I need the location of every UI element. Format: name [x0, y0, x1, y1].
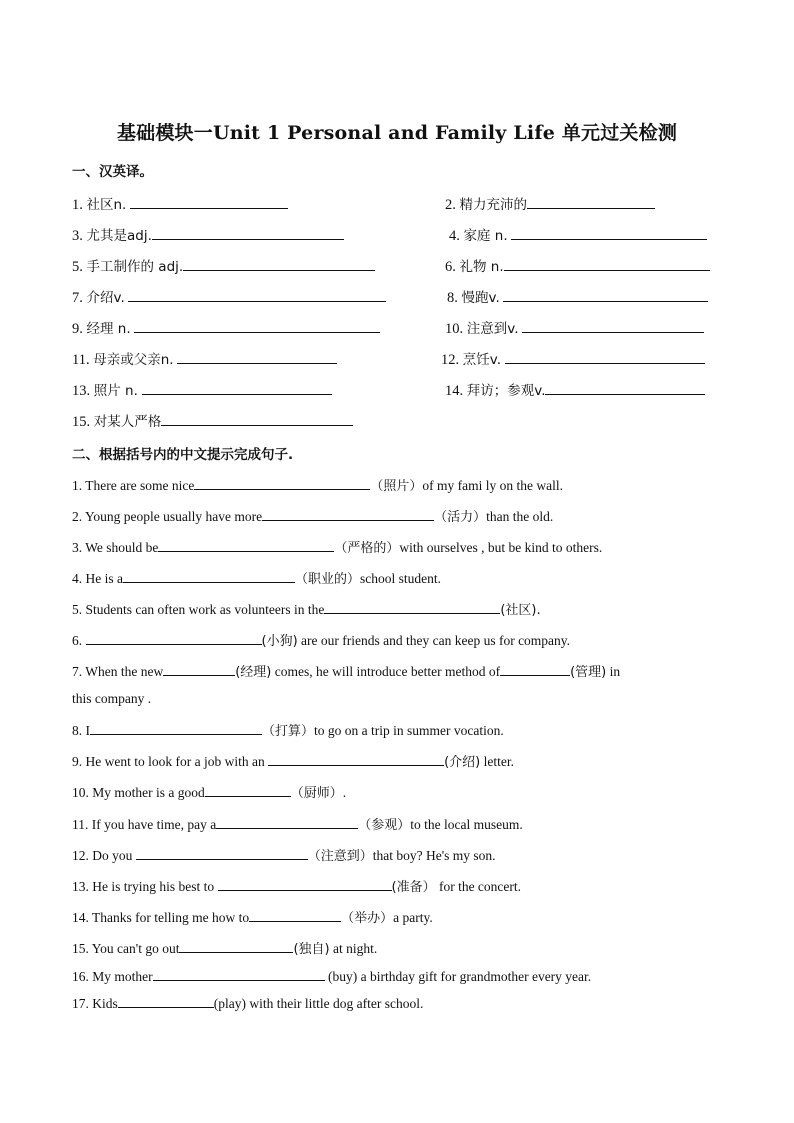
answer-blank[interactable]	[86, 632, 262, 645]
page-title: 基础模块一Unit 1 Personal and Family Life 单元过关检测	[116, 122, 678, 144]
sentence-item: 13. He is trying his best to (准备） for the concert.	[72, 879, 522, 895]
answer-blank[interactable]	[511, 227, 707, 240]
answer-blank[interactable]	[90, 722, 262, 735]
answer-blank[interactable]	[123, 570, 295, 583]
answer-blank[interactable]	[177, 351, 337, 364]
answer-blank[interactable]	[503, 289, 708, 302]
vocab-item: 12. 烹饪v.	[441, 348, 705, 369]
answer-blank[interactable]	[152, 227, 344, 240]
answer-blank[interactable]	[527, 196, 655, 209]
answer-blank[interactable]	[504, 258, 710, 271]
answer-blank[interactable]	[500, 663, 570, 676]
answer-blank[interactable]	[130, 196, 288, 209]
sentence-item: 1. There are some nice （照片）of my fami ly on the wall.	[72, 478, 563, 494]
answer-blank[interactable]	[183, 258, 375, 271]
answer-blank[interactable]	[216, 816, 358, 829]
vocab-item: 8. 慢跑v.	[447, 286, 708, 307]
sentence-item: 4. He is a （职业的）school student.	[72, 571, 442, 587]
answer-blank[interactable]	[158, 539, 334, 552]
answer-blank[interactable]	[324, 601, 500, 614]
answer-blank[interactable]	[136, 847, 308, 860]
sentence-item: 16. My mother (buy) a birthday gift for grandmother every year.	[72, 969, 592, 984]
sentence-item: 2. Young people usually have more （活力）than the old.	[72, 509, 554, 525]
answer-blank[interactable]	[249, 909, 341, 922]
vocab-item: 6. 礼物 n.	[445, 255, 710, 276]
sentence-item: 12. Do you （注意到）that boy? He's my son.	[72, 848, 496, 864]
section2-heading: 二、根据括号内的中文提示完成句子.	[72, 447, 294, 463]
sentence-item: 14. Thanks for telling me how to （举办）a party.	[72, 910, 433, 926]
sentence-item: 6. (小狗) are our friends and they can keep us for company.	[72, 633, 571, 649]
sentence-item: 8. I （打算）to go on a trip in summer vocation.	[72, 723, 504, 739]
vocab-item: 9. 经理 n.	[72, 317, 380, 338]
sentence-item: 15. You can't go out (独自) at night.	[72, 941, 378, 957]
vocab-item: 14. 拜访；参观v.	[445, 379, 705, 400]
answer-blank[interactable]	[194, 477, 370, 490]
section1-heading: 一、汉英译。	[72, 164, 153, 180]
sentence-item: 7. When the new (经理) comes, he will introduce better method of (管理) in	[72, 664, 621, 680]
answer-blank[interactable]	[545, 382, 705, 395]
answer-blank[interactable]	[161, 413, 353, 426]
vocab-item: 3. 尤其是adj.	[72, 224, 344, 245]
answer-blank[interactable]	[179, 940, 293, 953]
answer-blank[interactable]	[153, 968, 325, 981]
sentence-item: 17. Kids (play) with their little dog after school.	[72, 996, 424, 1011]
sentence-item: 3. We should be （严格的）with ourselves , but be kind to others.	[72, 540, 603, 556]
sentence-item: 5. Students can often work as volunteers in the (社区).	[72, 602, 541, 618]
answer-blank[interactable]	[268, 753, 444, 766]
vocab-item: 5. 手工制作的 adj.	[72, 255, 375, 276]
sentence-item: 10. My mother is a good （厨师）.	[72, 785, 347, 801]
vocab-item: 13. 照片 n.	[72, 379, 332, 400]
sentence-item: this company .	[72, 691, 152, 706]
answer-blank[interactable]	[163, 663, 235, 676]
vocab-item: 10. 注意到v.	[445, 317, 704, 338]
vocab-item: 7. 介绍v.	[72, 286, 386, 307]
vocab-item: 2. 精力充沛的	[445, 193, 655, 214]
vocab-item: 4. 家庭 n.	[449, 224, 707, 245]
answer-blank[interactable]	[118, 995, 214, 1008]
answer-blank[interactable]	[134, 320, 380, 333]
answer-blank[interactable]	[262, 508, 434, 521]
vocab-item: 1. 社区n.	[72, 193, 288, 214]
answer-blank[interactable]	[205, 784, 291, 797]
vocab-item: 15. 对某人严格	[72, 410, 353, 431]
sentence-item: 11. If you have time, pay a （参观）to the local museum.	[72, 817, 523, 833]
answer-blank[interactable]	[522, 320, 704, 333]
answer-blank[interactable]	[218, 878, 392, 891]
vocab-item: 11. 母亲或父亲n.	[72, 348, 337, 369]
answer-blank[interactable]	[142, 382, 332, 395]
answer-blank[interactable]	[128, 289, 386, 302]
sentence-item: 9. He went to look for a job with an (介绍) letter.	[72, 754, 514, 770]
answer-blank[interactable]	[505, 351, 705, 364]
